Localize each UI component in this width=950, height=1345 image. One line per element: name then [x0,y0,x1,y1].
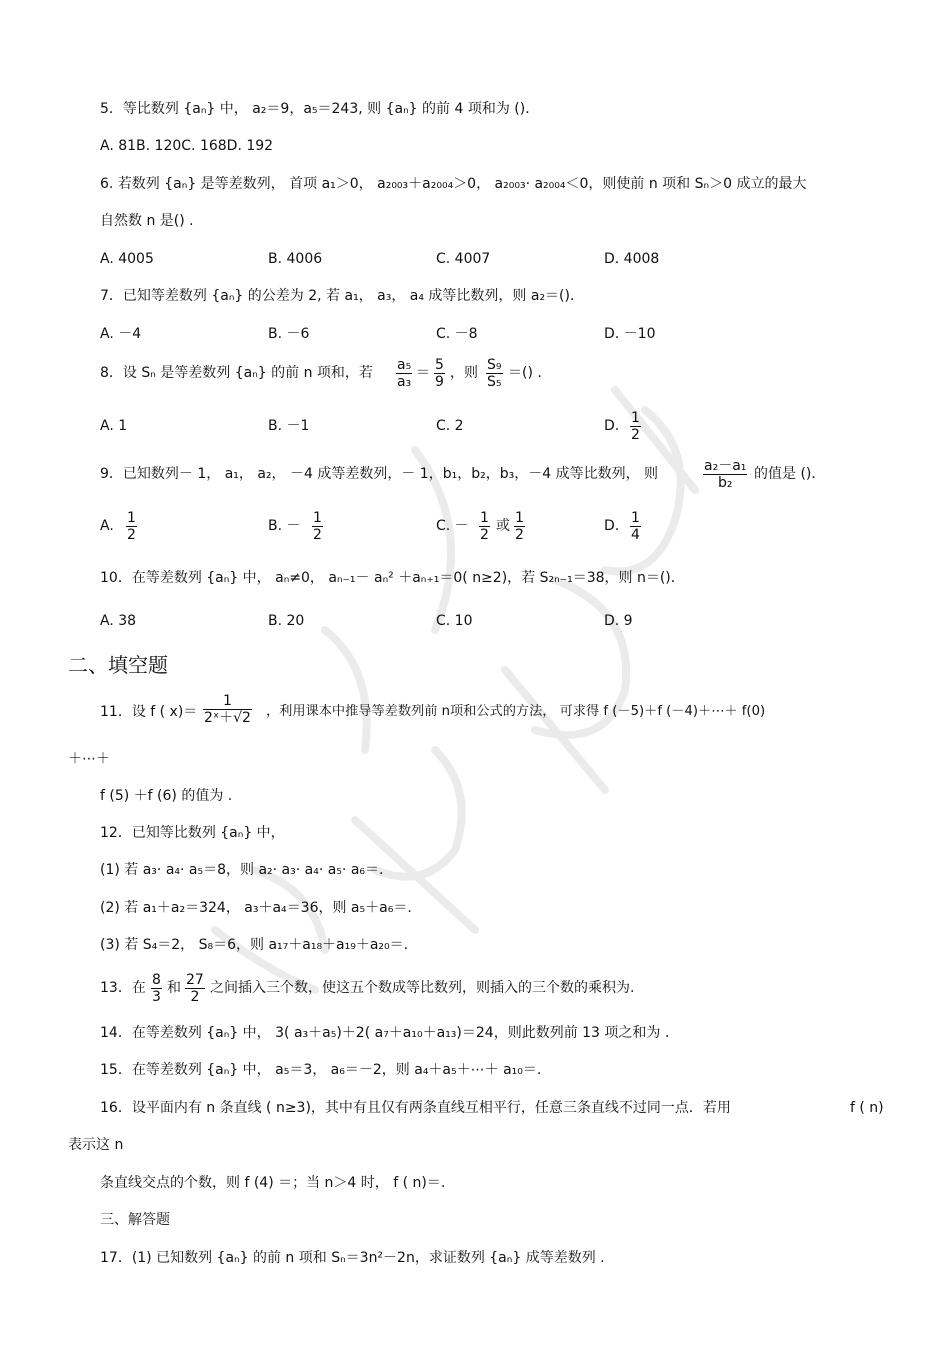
question-6-option-c: C. 4007 [436,251,491,267]
question-12-stem: 12．已知等比数列 {aₙ} 中， [100,825,285,841]
question-8-equals: ＝ [416,365,430,381]
question-9-option-c-or: 或 [496,518,510,534]
question-16-line3: 条直线交点的个数，则 f (4) ＝；当 n＞4 时， f ( n)＝. [100,1175,446,1191]
question-6-option-d: D. 4008 [604,251,660,267]
fraction-numerator: a₂－a₁ [704,458,747,474]
question-10-option-c: C. 10 [436,613,473,629]
question-13-and: 和 [167,980,181,996]
fraction-denominator: 2 [127,527,136,543]
question-11-fraction [203,693,252,726]
question-7-option-a: A. －4 [100,326,142,342]
question-9-stem-a: 9．已知数列－ 1， a₁， a₂， －4 成等差数列，－ 1，b₁，b₂，b₃，－4 成等比数列， 则 [100,466,659,482]
fraction-numerator: 1 [480,510,489,526]
question-11-line2: ＋⋯＋ [68,751,110,767]
question-13-fraction-27-2 [185,972,205,1005]
fraction-denominator: 2 [631,427,640,443]
question-16-line1: 16．设平面内有 n 条直线 ( n≥3)，其中有且仅有两条直线互相平行，任意三条直线不过同一点．若用 [100,1100,731,1116]
fraction-denominator: 4 [631,527,640,543]
question-13-stem-b: 之间插入三个数，使这五个数成等比数列，则插入的三个数的乘积为. [210,980,635,996]
question-8-stem-a: 8．设 Sₙ 是等差数列 {aₙ} 的前 n 项和，若 [100,365,373,381]
fraction-denominator: 2ˣ＋√2 [204,710,251,726]
question-7-stem: 7．已知等差数列 {aₙ} 的公差为 2, 若 a₁， a₃， a₄ 成等比数列，则 a₂＝()． [100,288,584,304]
question-6-stem-line1: 6. 若数列 {aₙ} 是等差数列， 首项 a₁＞0， a₂₀₀₃＋a₂₀₀₄＞0， a₂₀₀₃· a₂₀₀₄＜0，则使前 n 项和 Sₙ＞0 成立的最大 [100,176,807,192]
fraction-numerator: 1 [631,510,640,526]
fraction-denominator: 2 [515,527,524,543]
question-12-part-1: (1) 若 a₃· a₄· a₅＝8，则 a₂· a₃· a₄· a₅· a₆＝. [100,862,384,878]
question-10-stem: 10．在等差数列 {aₙ} 中， aₙ≠0， aₙ₋₁－ aₙ² ＋aₙ₊₁＝0( n≥2)，若 S₂ₙ₋₁＝38，则 n＝()． [100,570,685,586]
question-9-option-c-fraction-2 [514,510,525,543]
fraction-denominator: 2 [313,527,322,543]
question-8-option-d: D. [604,418,620,434]
fraction-denominator: a₃ [397,374,412,390]
question-9-option-b-fraction [312,510,323,543]
fraction-numerator: 1 [313,510,322,526]
fraction-denominator: b₂ [703,474,747,491]
question-13-stem-a: 13．在 [100,980,146,996]
question-9-option-a-fraction [126,510,137,543]
question-8-fraction-5-9 [434,357,445,390]
question-5-options: A. 81B. 120C. 168D. 192 [100,138,274,154]
question-8-stem-b: ，则 [450,365,478,381]
question-8-option-d-fraction [630,410,641,443]
question-8-option-c: C. 2 [436,418,464,434]
question-13-fraction-8-3 [151,972,162,1005]
section-heading-fill-in: 二、填空题 [68,653,168,677]
question-6-stem-line2: 自然数 n 是() . [100,213,194,229]
question-11-line3: f (5) ＋f (6) 的值为 . [100,788,233,804]
fraction-denominator: 9 [435,374,444,390]
question-5-stem: 5．等比数列 {aₙ} 中， a₂＝9，a₅＝243, 则 {aₙ} 的前 4 项和为 (). [100,101,530,117]
question-9-option-d-fraction [630,510,641,543]
fraction-numerator: 1 [223,693,232,709]
question-17: 17．(1) 已知数列 {aₙ} 的前 n 项和 Sₙ＝3n²－2n，求证数列 {aₙ} 成等差数列 . [100,1250,605,1266]
question-8-option-b: B. －1 [268,418,310,434]
fraction-numerator: 5 [435,357,444,373]
fraction-numerator: 1 [515,510,524,526]
question-9-option-b: B. － [268,518,301,534]
question-12-part-3: (3) 若 S₄＝2， S₈＝6，则 a₁₇＋a₁₈＋a₁₉＋a₂₀＝. [100,937,409,953]
question-11-stem-b: ，利用课本中推导等差数列前 n项和公式的方法， 可求得 f (－5)＋f (－4)＋⋯＋ f(0) [266,704,766,719]
question-9-stem-b: 的值是 ()． [754,466,826,482]
fraction-numerator: 1 [127,510,136,526]
fraction-denominator: S₅ [487,374,502,390]
question-8-fraction-s9-s5 [486,357,503,390]
question-12-part-2: (2) 若 a₁＋a₂＝324， a₃＋a₄＝36，则 a₅＋a₆＝. [100,900,412,916]
question-8-stem-c: ＝() . [508,365,542,381]
fraction-numerator: 27 [186,972,204,988]
question-11-stem-a: 11．设 f ( x)＝ [100,704,198,720]
question-16-line1-right: f ( n) [850,1100,884,1116]
question-8-option-a: A. 1 [100,418,128,434]
fraction-numerator: 1 [631,410,640,426]
fraction-denominator: 3 [152,989,161,1005]
question-10-option-a: A. 38 [100,613,137,629]
question-6-option-b: B. 4006 [268,251,323,267]
fraction-numerator: S₉ [487,357,502,373]
question-7-option-b: B. －6 [268,326,310,342]
fraction-numerator: 8 [152,972,161,988]
question-9-fraction [703,458,747,491]
question-8-fraction-a5-a3 [396,357,412,390]
question-15: 15．在等差数列 {aₙ} 中， a₅＝3， a₆＝－2，则 a₄＋a₅＋⋯＋ a₁₀＝. [100,1062,542,1078]
question-9-option-c-fraction-1 [479,510,490,543]
question-14: 14．在等差数列 {aₙ} 中， 3( a₃＋a₅)＋2( a₇＋a₁₀＋a₁₃)＝24，则此数列前 13 项之和为 . [100,1025,670,1041]
question-16-line2: 表示这 n [68,1137,124,1153]
fraction-denominator: 2 [480,527,489,543]
fraction-denominator: 2 [185,988,205,1005]
question-7-option-c: C. －8 [436,326,478,342]
question-9-option-d: D. [604,518,620,534]
question-7-option-d: D. －10 [604,326,656,342]
question-6-option-a: A. 4005 [100,251,154,267]
question-9-option-a: A. [100,518,114,534]
question-10-option-d: D. 9 [604,613,633,629]
question-10-option-b: B. 20 [268,613,305,629]
question-9-option-c: C. － [436,518,469,534]
fraction-numerator: a₅ [397,357,412,373]
section-heading-answers: 三、解答题 [100,1212,170,1228]
